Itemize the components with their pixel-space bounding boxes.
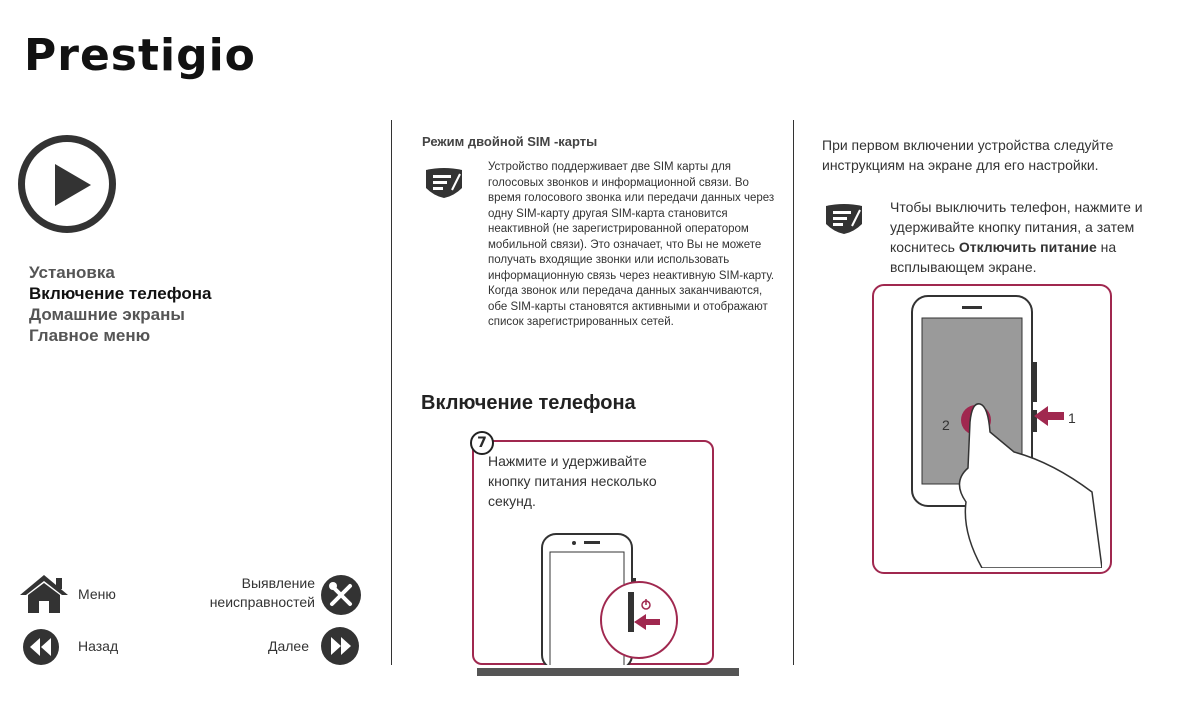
dual-sim-note: Устройство поддерживает две SIM карты для голосовых звонков и информационной связи. Во время голосового звонка или передачи данных через одну SIM-карту другая SIM-карта становится неактивной (не зарегистрированной оператором мобильной связи). Это означает, что Вы не можете получать входящие звонки или использовать информационную связь через неактивную SIM-карту. Когда звонок или передача данных заканчиваются, обе SIM-карты становятся активными и отображают список зарегистрированных сетей. (488, 161, 775, 328)
phone-illustration (534, 530, 684, 665)
troubleshoot-label-line1: Выявление (241, 575, 315, 591)
back-link[interactable]: Назад (78, 638, 119, 654)
menu-link[interactable]: Меню (78, 586, 116, 602)
brand-logo: Prestigio (24, 30, 256, 81)
note-icon (824, 202, 864, 240)
play-icon (51, 162, 93, 208)
column-divider-right (793, 120, 794, 665)
label-2: 2 (942, 417, 950, 433)
step-number-badge: 7 (470, 431, 494, 455)
power-off-illustration-box (872, 284, 1112, 574)
power-off-note-part1: Чтобы выключить телефон, нажмите и удерживайте кнопку питания, а затем коснитесь (890, 199, 1143, 255)
toc-item-power-on[interactable]: Включение телефона (29, 284, 212, 303)
power-off-note-part2: на всплывающем экране. (890, 239, 1117, 275)
page-progress-bar (477, 668, 739, 676)
toc-item-main-menu[interactable]: Главное меню (29, 326, 151, 345)
back-icon[interactable] (22, 628, 60, 666)
setup-intro: При первом включении устройства следуйте инструкциям на экране для его настройки. (822, 137, 1114, 173)
next-link[interactable]: Далее (268, 638, 310, 654)
troubleshoot-label-line2: неисправностей (209, 594, 315, 610)
phone-illustration (902, 292, 1102, 568)
tools-icon[interactable] (320, 574, 362, 616)
toc-item-home-screens[interactable]: Домашние экраны (29, 305, 185, 324)
play-button[interactable] (18, 135, 116, 233)
troubleshoot-link[interactable] (205, 574, 315, 612)
column-divider-left (391, 120, 392, 665)
step-instruction: Нажмите и удерживайте кнопку питания несколько секунд. (488, 453, 657, 509)
note-icon (424, 166, 464, 204)
label-1: 1 (1068, 410, 1076, 426)
home-icon[interactable] (18, 573, 70, 615)
section-title: Включение телефона (421, 392, 636, 414)
table-of-contents (29, 262, 211, 346)
next-icon[interactable] (320, 626, 360, 666)
dual-sim-heading: Режим двойной SIM -карты (422, 134, 598, 149)
power-off-option: Отключить питание (958, 239, 1097, 255)
toc-item-installation[interactable]: Установка (29, 263, 115, 282)
power-off-note (890, 197, 1162, 277)
